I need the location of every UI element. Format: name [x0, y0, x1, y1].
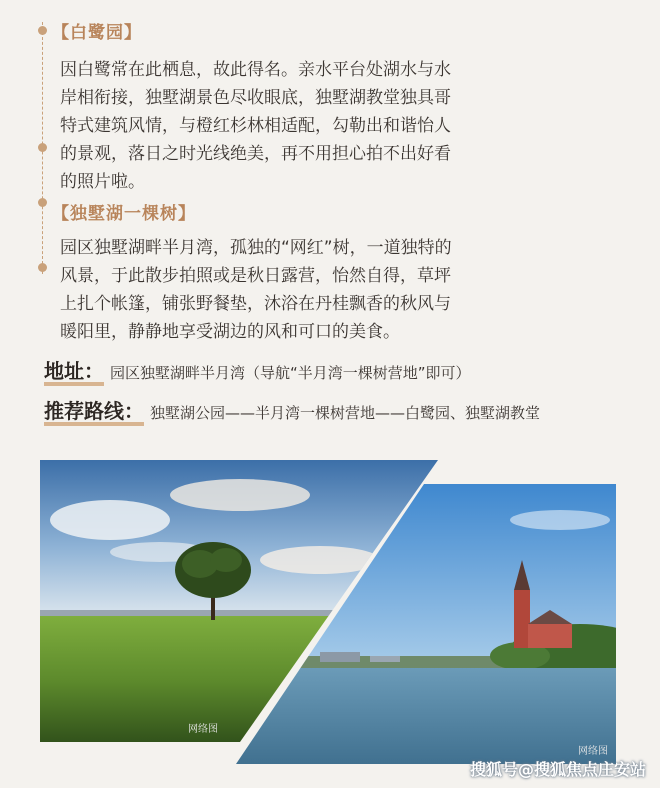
paragraph-line: 上扎个帐篷，铺张野餐垫，沐浴在丹桂飘香的秋风与	[60, 294, 451, 314]
section-heading-egret-garden: 【白鹭园】	[52, 23, 142, 43]
paragraph-line: 的景观，落日之时光线绝美，再不用担心拍不出好看	[60, 144, 451, 164]
sohu-watermark: 搜狐号@搜狐焦点庄安站	[469, 760, 646, 779]
timeline-dot	[38, 26, 47, 35]
left-photo-caption: 网络图	[188, 724, 218, 735]
paragraph-line: 岸相衔接，独墅湖景色尽收眼底，独墅湖教堂独具哥	[60, 88, 451, 108]
route-value: 独墅湖公园——半月湾一棵树营地——白鹭园、独墅湖教堂	[150, 404, 541, 422]
timeline-dot	[38, 143, 47, 152]
paragraph-line: 暖阳里，静静地享受湖边的风和可口的美食。	[60, 322, 400, 342]
paragraph-line: 园区独墅湖畔半月湾，孤独的“网红”树，一道独特的	[60, 238, 452, 258]
address-value: 园区独墅湖畔半月湾（导航“半月湾一棵树营地”即可）	[110, 364, 471, 382]
right-photo-caption: 网络图	[578, 746, 608, 757]
section-paragraph-egret-garden	[60, 56, 480, 196]
address-label: 地址：	[44, 360, 104, 386]
section-paragraph-lone-tree	[60, 234, 480, 346]
route-label: 推荐路线：	[44, 400, 144, 426]
address-row	[44, 360, 471, 386]
photo-svg	[40, 460, 616, 764]
paragraph-line: 的照片啦。	[60, 172, 145, 192]
photo-collage	[40, 460, 616, 764]
paragraph-line: 因白鹭常在此栖息，故此得名。亲水平台处湖水与水	[60, 60, 451, 80]
paragraph-line: 风景，于此散步拍照或是秋日露营，怡然自得，草坪	[60, 266, 451, 286]
route-row	[44, 400, 540, 426]
section-heading-lone-tree: 【独墅湖一棵树】	[52, 204, 196, 224]
paragraph-line: 特式建筑风情，与橙红杉林相适配，勾勒出和谐怡人	[60, 116, 451, 136]
timeline-dot	[38, 198, 47, 207]
timeline-dot	[38, 263, 47, 272]
